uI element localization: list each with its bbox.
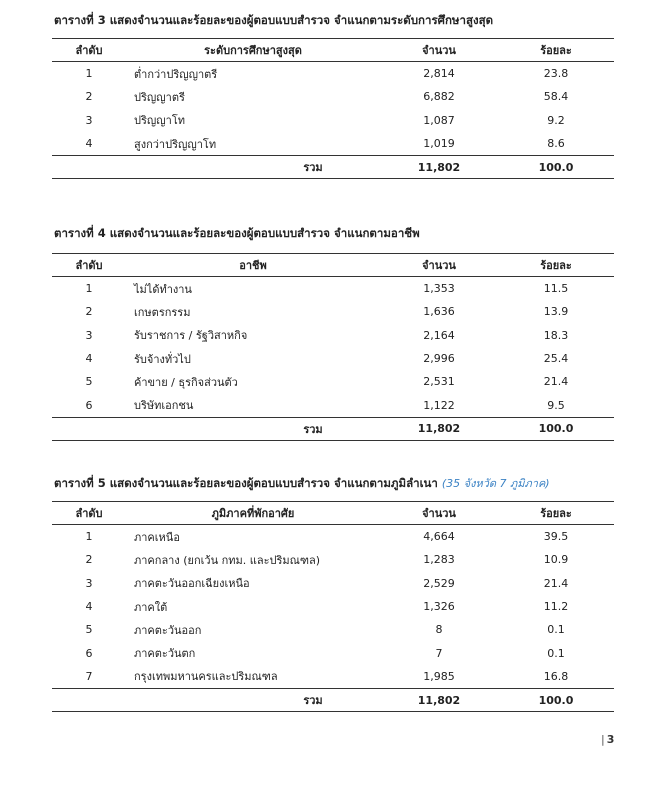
table-row (52, 347, 614, 370)
table-header-row (52, 502, 614, 525)
table-4-caption-text: ตารางที่ 4 แสดงจำนวนและร้อยละของผู้ตอบแบบสำรวจ จำแนกตามอาชีพ (54, 226, 420, 240)
table-education (52, 38, 614, 179)
cell-percent: 25.4 (543, 352, 569, 366)
total-percent: 100.0 (538, 160, 574, 174)
cell-no: 4 (85, 352, 93, 366)
table-row (52, 370, 614, 393)
cell-no: 1 (85, 282, 93, 296)
cell-no: 4 (85, 600, 93, 614)
cell-count: 7 (435, 646, 443, 660)
cell-count: 2,531 (423, 375, 455, 389)
table-row (52, 277, 614, 301)
table-occupation (52, 253, 614, 441)
cell-no: 1 (85, 67, 93, 81)
col-header-level: ระดับการศึกษาสูงสุด (204, 44, 302, 57)
page-number-value: 3 (606, 733, 615, 746)
table-row (52, 665, 614, 689)
table-row (52, 85, 614, 108)
total-blank (52, 156, 126, 179)
col-header-count: จำนวน (422, 507, 456, 520)
cell-name: ภาคเหนือ (134, 530, 180, 544)
cell-count: 8 (435, 623, 443, 637)
col-header-count: จำนวน (422, 44, 456, 57)
cell-no: 6 (85, 398, 93, 412)
total-count: 11,802 (417, 693, 461, 707)
table-header-row (52, 254, 614, 277)
table-row (52, 595, 614, 618)
table-row (52, 62, 614, 86)
table-total-row (52, 156, 614, 179)
table-total-row (52, 689, 614, 712)
page-number-divider: | (601, 733, 605, 746)
cell-name: ต่ำกว่าปริญญาตรี (134, 67, 218, 81)
table-row (52, 548, 614, 571)
cell-percent: 9.2 (547, 113, 565, 127)
cell-percent: 10.9 (543, 553, 569, 567)
cell-count: 6,882 (423, 90, 455, 104)
cell-no: 1 (85, 530, 93, 544)
cell-percent: 39.5 (543, 530, 569, 544)
page-number (601, 733, 614, 746)
cell-count: 2,529 (423, 576, 455, 590)
table-row (52, 641, 614, 664)
cell-name: ค้าขาย / ธุรกิจส่วนตัว (134, 375, 238, 389)
total-count: 11,802 (417, 160, 461, 174)
cell-no: 7 (85, 669, 93, 683)
table-3-caption (54, 12, 493, 30)
cell-percent: 58.4 (543, 90, 569, 104)
table-5-caption (54, 474, 550, 493)
cell-percent: 11.5 (543, 282, 569, 296)
cell-name: ภาคใต้ (134, 600, 168, 614)
total-blank (52, 417, 126, 440)
cell-count: 1,087 (423, 113, 455, 127)
table-row (52, 393, 614, 417)
total-label: รวม (303, 161, 323, 175)
cell-name: ปริญญาตรี (134, 90, 185, 104)
col-header-occupation: อาชีพ (239, 259, 267, 272)
cell-no: 3 (85, 576, 93, 590)
table-4-caption (54, 225, 420, 243)
cell-percent: 18.3 (543, 328, 569, 342)
cell-name: ภาคกลาง (ยกเว้น กทม. และปริมณฑล) (134, 553, 320, 567)
cell-percent: 9.5 (547, 398, 565, 412)
cell-name: สูงกว่าปริญญาโท (134, 137, 217, 151)
cell-name: รับจ้างทั่วไป (134, 352, 191, 366)
table-row (52, 572, 614, 595)
cell-count: 4,664 (423, 530, 455, 544)
cell-no: 2 (85, 553, 93, 567)
col-header-count: จำนวน (422, 259, 456, 272)
col-header-percent: ร้อยละ (540, 259, 572, 272)
total-percent: 100.0 (538, 693, 574, 707)
cell-no: 3 (85, 113, 93, 127)
cell-name: ภาคตะวันตก (134, 647, 196, 661)
cell-no: 2 (85, 90, 93, 104)
cell-count: 2,164 (423, 328, 455, 342)
cell-percent: 13.9 (543, 305, 569, 319)
cell-count: 2,996 (423, 352, 455, 366)
col-header-no: ลำดับ (75, 259, 103, 272)
table-row (52, 618, 614, 641)
table-header-row (52, 39, 614, 62)
col-header-percent: ร้อยละ (540, 44, 572, 57)
table-5-caption-text: ตารางที่ 5 แสดงจำนวนและร้อยละของผู้ตอบแบบสำรวจ จำแนกตามภูมิลำเนา (54, 476, 438, 490)
cell-no: 4 (85, 137, 93, 151)
cell-no: 2 (85, 305, 93, 319)
cell-count: 2,814 (423, 67, 455, 81)
cell-percent: 8.6 (547, 137, 565, 151)
col-header-region: ภูมิภาคที่พักอาศัย (211, 507, 295, 520)
table-row (52, 525, 614, 549)
total-count: 11,802 (417, 422, 461, 436)
cell-no: 5 (85, 375, 93, 389)
table-row (52, 300, 614, 323)
table-5-caption-note: (35 จังหวัด 7 ภูมิภาค) (441, 477, 550, 490)
cell-no: 3 (85, 328, 93, 342)
cell-count: 1,122 (423, 398, 455, 412)
total-label: รวม (303, 422, 323, 436)
cell-count: 1,985 (423, 669, 455, 683)
cell-name: บริษัทเอกชน (134, 399, 194, 413)
cell-percent: 0.1 (547, 646, 565, 660)
cell-no: 6 (85, 646, 93, 660)
cell-count: 1,353 (423, 282, 455, 296)
total-blank (52, 689, 126, 712)
cell-name: ปริญญาโท (134, 114, 185, 128)
col-header-no: ลำดับ (75, 507, 103, 520)
total-percent: 100.0 (538, 422, 574, 436)
cell-count: 1,636 (423, 305, 455, 319)
cell-name: รับราชการ / รัฐวิสาหกิจ (134, 329, 248, 343)
cell-percent: 0.1 (547, 623, 565, 637)
cell-percent: 23.8 (543, 67, 569, 81)
table-row (52, 324, 614, 347)
cell-name: ไม่ได้ทำงาน (134, 282, 192, 296)
table-row (52, 109, 614, 132)
table-region (52, 501, 614, 712)
cell-name: กรุงเทพมหานครและปริมณฑล (134, 670, 278, 684)
cell-percent: 11.2 (543, 600, 569, 614)
cell-count: 1,326 (423, 600, 455, 614)
cell-percent: 16.8 (543, 669, 569, 683)
col-header-no: ลำดับ (75, 44, 103, 57)
cell-name: ภาคตะวันออกเฉียงเหนือ (134, 577, 250, 591)
cell-percent: 21.4 (543, 576, 569, 590)
table-total-row (52, 417, 614, 440)
cell-count: 1,019 (423, 137, 455, 151)
cell-name: ภาคตะวันออก (134, 623, 202, 637)
cell-percent: 21.4 (543, 375, 569, 389)
cell-count: 1,283 (423, 553, 455, 567)
cell-name: เกษตรกรรม (134, 305, 191, 319)
cell-no: 5 (85, 623, 93, 637)
col-header-percent: ร้อยละ (540, 507, 572, 520)
table-3-caption-text: ตารางที่ 3 แสดงจำนวนและร้อยละของผู้ตอบแบบสำรวจ จำแนกตามระดับการศึกษาสูงสุด (54, 13, 494, 27)
table-row (52, 132, 614, 156)
total-label: รวม (303, 694, 323, 708)
